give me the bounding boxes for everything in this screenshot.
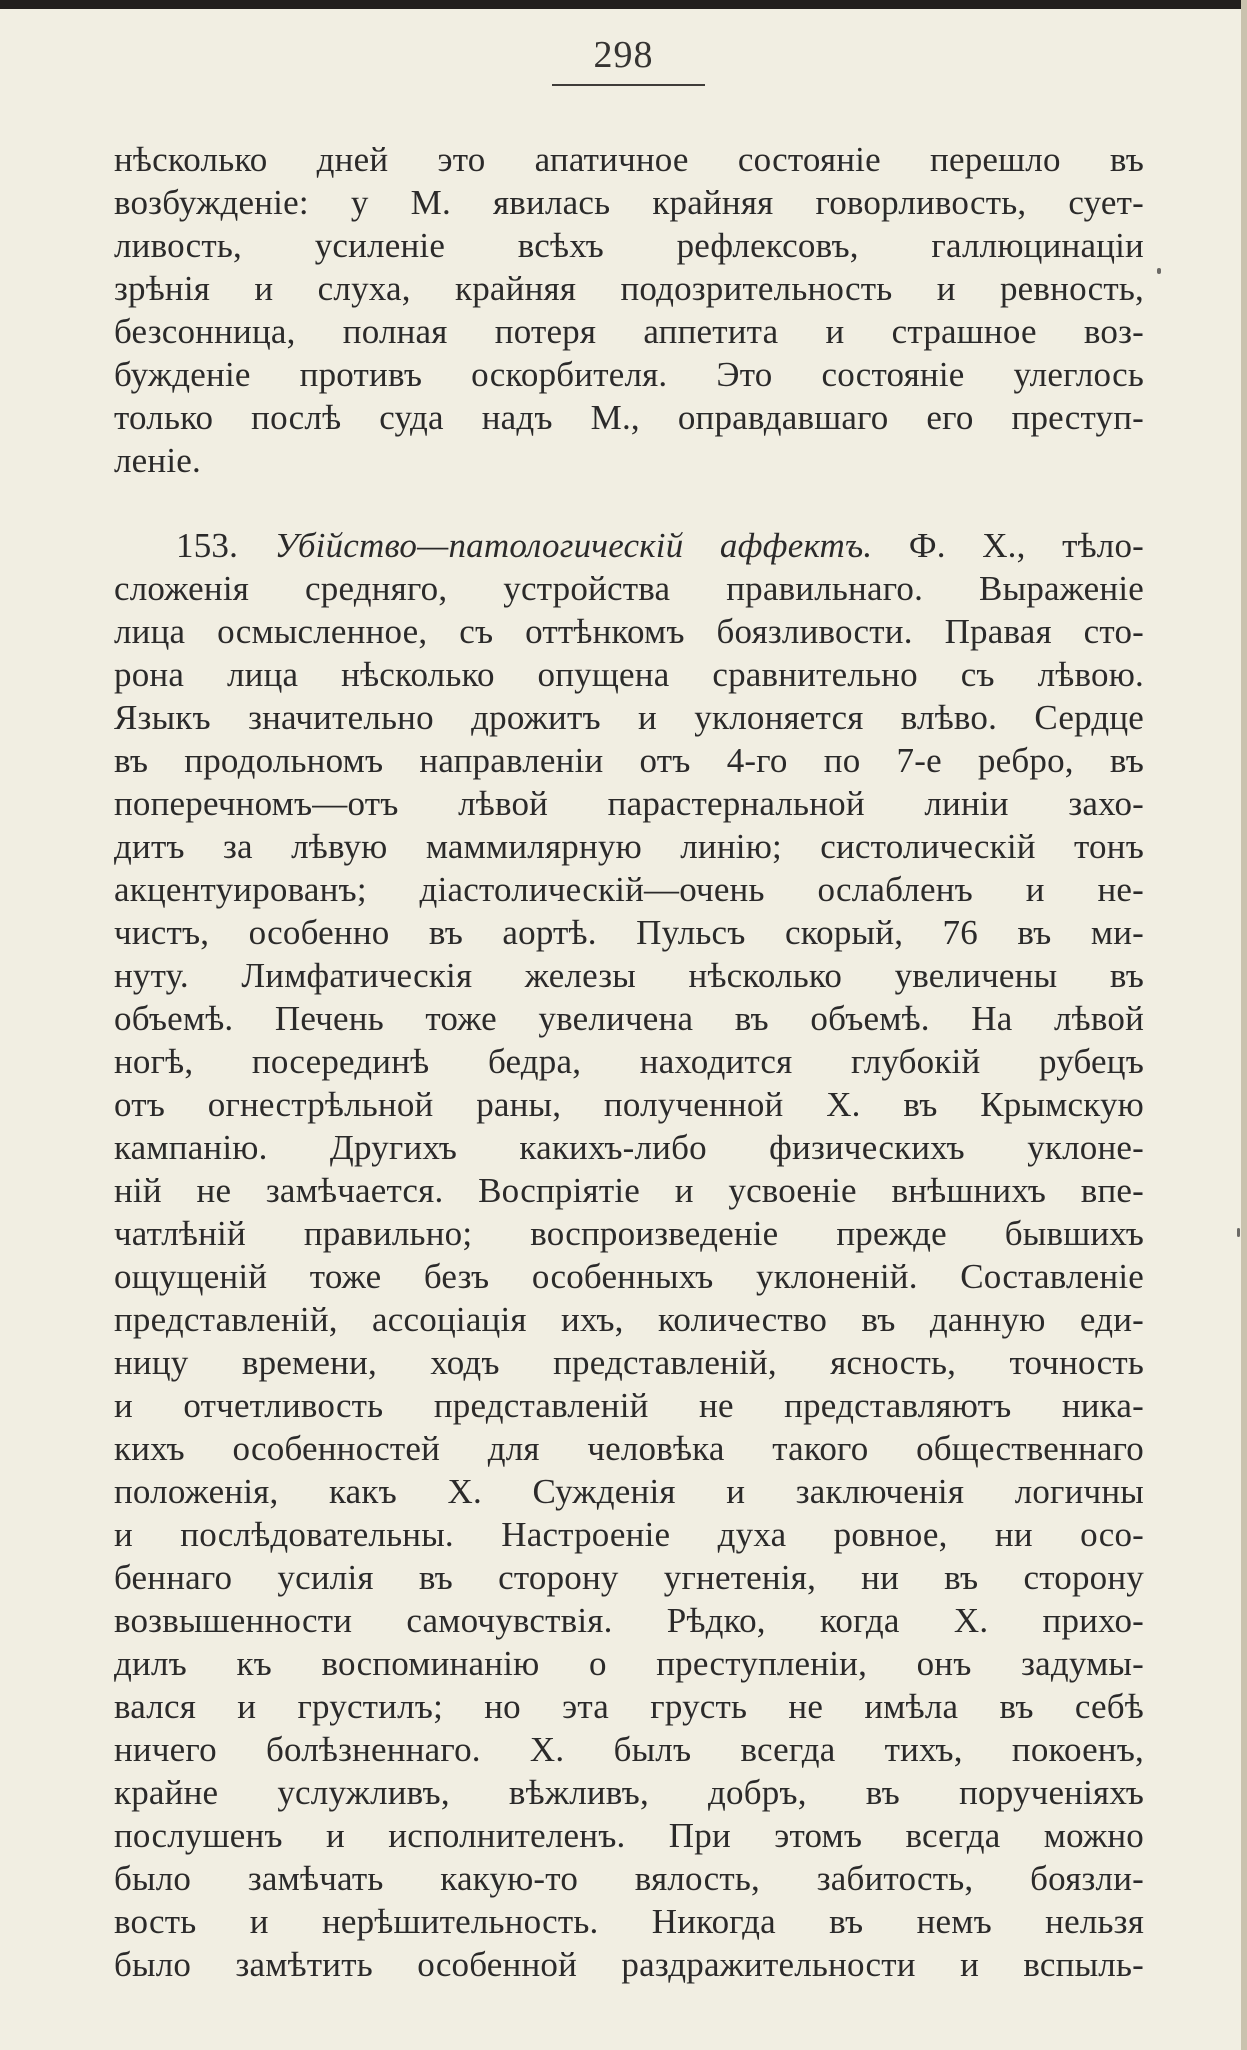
text-line: нуту. Лимфатическія железы нѣсколько увеличены въ	[114, 956, 1144, 995]
text-line: въ продольномъ направленіи отъ 4-го по 7-е ребро, въ	[114, 741, 1144, 780]
text-line: вался и грустилъ; но эта грусть не имѣла въ себѣ	[114, 1687, 1144, 1726]
text-line: и отчетливость представленій не представляютъ ника-	[114, 1386, 1144, 1425]
text-line: рона лица нѣсколько опущена сравнительно съ лѣвою.	[114, 655, 1144, 694]
text-line: чистъ, особенно въ аортѣ. Пульсъ скорый, 76 въ ми-	[114, 913, 1144, 952]
text-line: зрѣнія и слуха, крайняя подозрительность и ревность,	[114, 269, 1144, 308]
text-line: послушенъ и исполнителенъ. При этомъ всегда можно	[114, 1816, 1144, 1855]
text-line: и послѣдовательны. Настроеніе духа ровное, ни осо-	[114, 1515, 1144, 1554]
text-line: было замѣтить особенной раздражительности и вспыль-	[114, 1945, 1144, 1984]
text-line: крайне услужливъ, вѣжливъ, добръ, въ порученіяхъ	[114, 1773, 1144, 1812]
text-line: вость и нерѣшительность. Никогда въ немъ нельзя	[114, 1902, 1144, 1941]
text-line: отъ огнестрѣльной раны, полученной Х. въ Крымскую	[114, 1085, 1144, 1124]
case-number: 153.	[176, 526, 239, 565]
paragraph-gap	[114, 482, 1144, 524]
text-line: акцентуированъ; діастолическій—очень ослабленъ и не-	[114, 870, 1144, 909]
ink-speck	[1237, 1228, 1240, 1237]
header-rule	[552, 84, 705, 86]
text-line: Языкъ значительно дрожитъ и уклоняется влѣво. Сердце	[114, 698, 1144, 737]
text-line: ногѣ, посерединѣ бедра, находится глубокій рубецъ	[114, 1042, 1144, 1081]
text-line: леніе.	[114, 441, 201, 480]
case-paragraph	[114, 524, 1144, 1986]
text-line: ницу времени, ходъ представленій, ясность, точность	[114, 1343, 1144, 1382]
text-line: лица осмысленное, съ оттѣнкомъ боязливости. Правая сто-	[114, 612, 1144, 651]
text-line: дилъ къ воспоминанію о преступленіи, онъ задумы-	[114, 1644, 1144, 1683]
text-line: чатлѣній правильно; воспроизведеніе прежде бывшихъ	[114, 1214, 1144, 1253]
text-line: безсонница, полная потеря аппетита и страшное воз-	[114, 312, 1144, 351]
text-line: возвышенности самочувствія. Рѣдко, когда Х. прихо-	[114, 1601, 1144, 1640]
ink-speck	[1157, 268, 1161, 274]
text-line: бужденіе противъ оскорбителя. Это состояніе улеглось	[114, 355, 1144, 394]
text-line: сложенія средняго, устройства правильнаго. Выраженіе	[114, 569, 1144, 608]
text-line: поперечномъ—отъ лѣвой парастернальной линіи захо-	[114, 784, 1144, 823]
text-line: положенія, какъ Х. Сужденія и заключенія логичны	[114, 1472, 1144, 1511]
page-body	[114, 138, 1144, 1986]
text-line: ничего болѣзненнаго. Х. былъ всегда тихъ, покоенъ,	[114, 1730, 1144, 1769]
paragraph-continued	[114, 138, 1144, 482]
case-first-line-text: Ф. Х., тѣло-	[908, 526, 1144, 565]
text-line: ощущеній тоже безъ особенныхъ уклоненій. Составленіе	[114, 1257, 1144, 1296]
text-line: кихъ особенностей для человѣка такого общественнаго	[114, 1429, 1144, 1468]
text-line: нѣсколько дней это апатичное состояніе перешло въ	[114, 140, 1144, 179]
text-line: ній не замѣчается. Воспріятіе и усвоеніе внѣшнихъ впе-	[114, 1171, 1144, 1210]
case-title: Убійство—патологическій аффектъ.	[274, 526, 873, 565]
text-line: беннаго усилія въ сторону угнетенія, ни въ сторону	[114, 1558, 1144, 1597]
text-line: объемѣ. Печень тоже увеличена въ объемѣ. На лѣвой	[114, 999, 1144, 1038]
text-line: возбужденіе: у М. явилась крайняя говорливость, сует-	[114, 183, 1144, 222]
page-number: 298	[593, 34, 654, 76]
case-first-line	[114, 524, 1144, 567]
text-line: ливость, усиленіе всѣхъ рефлексовъ, галлюцинаціи	[114, 226, 1144, 265]
text-line: только послѣ суда надъ М., оправдавшаго его преступ-	[114, 398, 1144, 437]
text-line: представленій, ассоціація ихъ, количество въ данную еди-	[114, 1300, 1144, 1339]
text-line: было замѣчать какую-то вялость, забитость, боязли-	[114, 1859, 1144, 1898]
text-line: дитъ за лѣвую маммилярную линію; систолическій тонъ	[114, 827, 1144, 866]
page-header	[0, 30, 1247, 80]
text-line: кампанію. Другихъ какихъ-либо физическихъ уклоне-	[114, 1128, 1144, 1167]
